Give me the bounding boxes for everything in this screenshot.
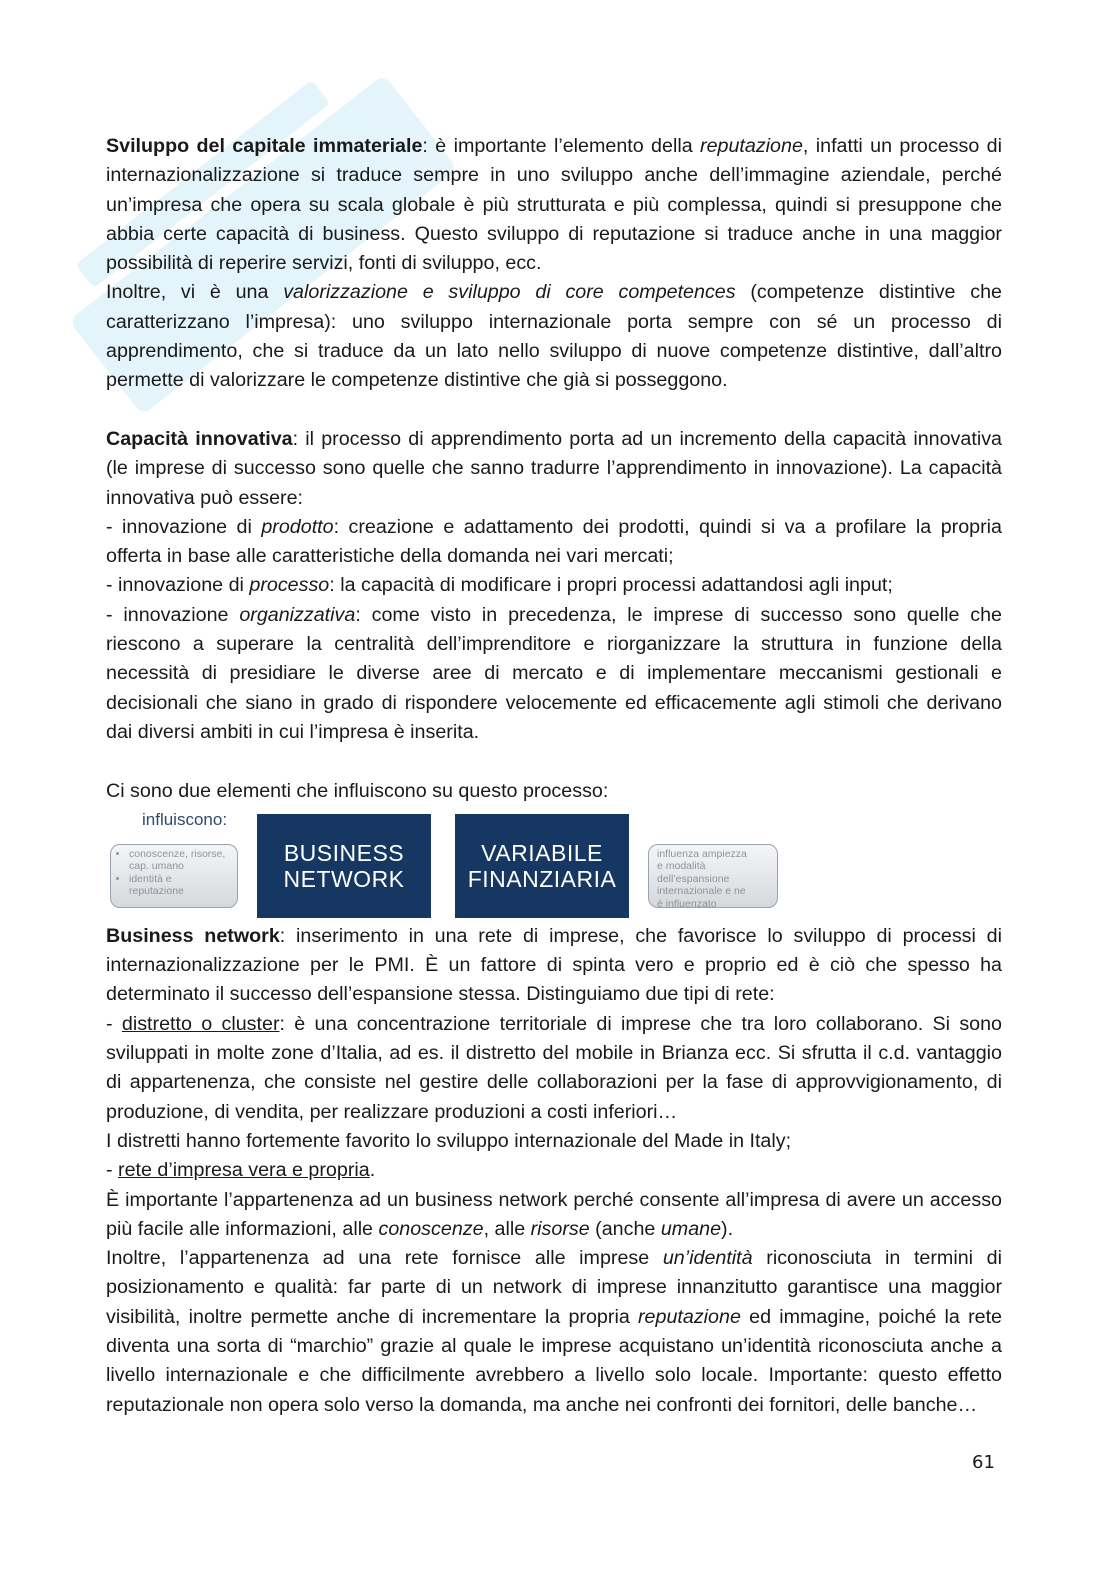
heading-capitale-immateriale: Sviluppo del capitale immateriale <box>106 135 423 157</box>
diagram-caption: influiscono: <box>142 809 228 829</box>
bullet-distretto: - distretto o cluster: è una concentrazione territoriale di imprese che tra loro collaborano. Si sono sviluppati in molte zone d’Italia, ad es. il distretto del mobile in Brianza ecc. Si sfrutta il c.d. vantaggio di appartenenza, che consiste nel gestire delle collaborazioni per la fase di approvvigionamento, di produzione, di vendita, per realizzare produzioni a costi inferiori… <box>106 1012 1003 1123</box>
paragraph-intro-elementi: Ci sono due elementi che influiscono su questo processo: <box>106 779 609 802</box>
right-effects-box: influenza ampiezza e modalità dell’espansione internazionale e ne è influenzato <box>648 844 778 908</box>
page-number: 61 <box>972 1452 995 1473</box>
influence-diagram <box>106 810 1002 920</box>
variabile-finanziaria-box: VARIABILE FINANZIARIA <box>455 814 629 918</box>
paragraph-business-network: Business network: inserimento in una rete di imprese, che favorisce lo sviluppo di processi di internazionalizzazione per le PMI. È un fattore di spinta vero e proprio ed è ciò che spesso ha determinato il successo dell’espansione stessa. Distinguiamo due tipi di rete: <box>106 924 1002 1006</box>
spacer <box>106 747 1002 776</box>
left-factor-item: • identità e reputazione <box>129 873 229 898</box>
distretto-term: distretto o cluster <box>121 1012 280 1035</box>
bullet-innovazione-organizzativa: - innovazione organizzativa: come visto in precedenza, le imprese di successo sono quelle che riescono a superare la centralità dell’imprenditore e riorganizzare la struttura in funzione della necessità di presidiare le diverse aree di mercato e di implementare meccanismi gestionali e decisionali che siano in grado di rispondere velocemente ed efficacemente agli stimoli che derivano dai diversi ambiti in cui l’impresa è inserita. <box>106 603 1003 743</box>
paragraph-core-competences: Inoltre, vi è una valorizzazione e sviluppo di core competences (competenze distintive che caratterizzano l’impresa): uno sviluppo internazionale porta sempre con sé un processo di apprendimento, che si traduce da un lato nello sviluppo di nuove competenze distintive, dall’altro permette di valorizzare le competenze distintive che già si posseggono. <box>106 281 1002 392</box>
bullet-rete-impresa: - rete d’impresa vera e propria. <box>106 1159 376 1182</box>
heading-business-network: Business network <box>106 924 280 947</box>
bullet-innovazione-processo: - innovazione di processo: la capacità di modificare i propri processi adattandosi agli input; <box>106 574 893 597</box>
paragraph-appartenenza: È importante l’appartenenza ad un business network perché consente all’impresa di avere un accesso più facile alle informazioni, alle conoscenze, alle risorse (anche umane). <box>106 1188 1002 1240</box>
business-network-box: BUSINESS NETWORK <box>257 814 431 918</box>
left-factor-item: • conoscenze, risorse, cap. umano <box>129 848 229 873</box>
document-page <box>106 132 1002 1420</box>
paragraph-capacita-innovativa: Capacità innovativa: il processo di apprendimento porta ad un incremento della capacità innovativa (le imprese di successo sono quelle che sanno tradurre l’apprendimento in innovazione). La capacità innovativa può essere: <box>106 427 1002 509</box>
paragraph-identita: Inoltre, l’appartenenza ad una rete fornisce alle imprese un’identità riconosciuta in termini di posizionamento e qualità: far parte di un network di imprese innanzitutto garantisce una maggior visibilità, inoltre permette anche di incrementare la propria reputazione ed immagine, poiché la rete diventa una sorta di “marchio” grazie al quale le imprese acquistano un’identità riconosciuta anche a livello internazionale e che difficilmente avrebbero a livello solo locale. Importante: questo effetto reputazionale non opera solo verso la domanda, ma anche nei confronti dei fornitori, delle banche… <box>106 1247 1003 1416</box>
heading-capacita-innovativa: Capacità innovativa <box>106 427 293 450</box>
left-factors-box <box>110 844 238 908</box>
spacer <box>106 396 1002 425</box>
bullet-innovazione-prodotto: - innovazione di prodotto: creazione e adattamento dei prodotti, quindi si va a profilare la propria offerta in base alle caratteristiche della domanda nei vari mercati; <box>106 515 1002 568</box>
paragraph-distretti-made-in-italy: I distretti hanno fortemente favorito lo sviluppo internazionale del Made in Italy; <box>106 1129 792 1152</box>
paragraph-capitale-immateriale: Sviluppo del capitale immateriale: è importante l’elemento della reputazione, infatti un processo di internazionalizzazione si traduce sempre in uno sviluppo anche dell’immagine aziendale, perché un’impresa che opera su scala globale è più strutturata e più complessa, quindi si presuppone che abbia certe capacità di business. Questo sviluppo di reputazione si traduce anche in una maggior possibilità di reperire servizi, fonti di sviluppo, ecc. <box>106 135 1002 275</box>
rete-impresa-term: rete d’impresa vera e propria <box>118 1159 370 1182</box>
